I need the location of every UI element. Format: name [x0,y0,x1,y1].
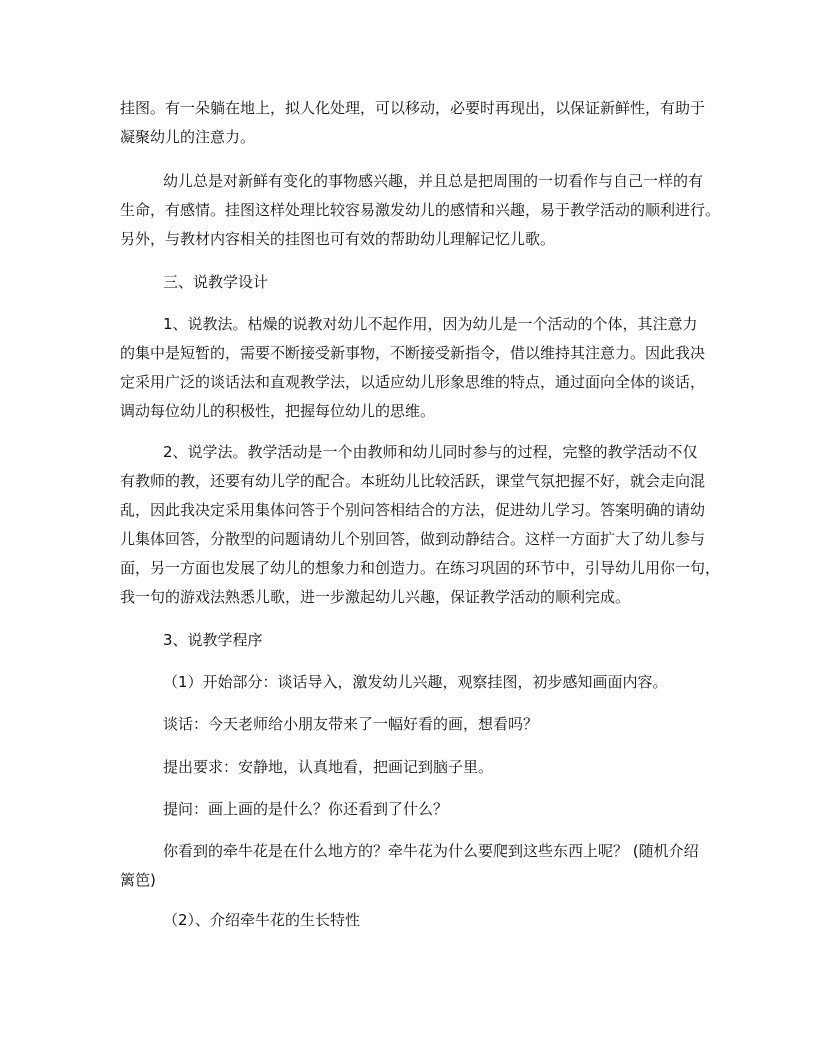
text-line: 凝聚幼儿的注意力。 [120,128,256,146]
text-line: 另外，与教材内容相关的挂图也可有效的帮助幼儿理解记忆儿歌。 [120,230,556,248]
paragraph-teaching-method [120,310,704,426]
text-line: 谈话：今天老师给小朋友带来了一幅好看的画，想看吗？ [163,715,539,733]
text-line: 篱笆) [120,871,156,889]
text-line: 乱，因此我决定采用集体问答于个别问答相结合的方法，促进幼儿学习。答案明确的请幼 [120,501,706,519]
paragraph-growth-characteristics [120,906,704,935]
text-line: 定采用广泛的谈话法和直观教学法，以适应幼儿形象思维的特点，通过面向全体的谈话， [120,373,706,391]
text-line: 提出要求：安静地，认真地看，把画记到脑子里。 [163,758,494,776]
text-line: 的集中是短暂的，需要不断接受新事物，不断接受新指令，借以维持其注意力。因此我决 [120,344,706,362]
text-line: （1）开始部分：谈话导入，激发幼儿兴趣，观察挂图，初步感知画面内容。 [163,673,668,691]
paragraph-opening-part [120,668,704,697]
text-line: 儿集体回答，分散型的问题请幼儿个别回答，做到动静结合。这样一方面扩大了幼儿参与 [120,530,706,548]
paragraph-children-interest [120,167,721,254]
text-line: 幼儿总是对新鲜有变化的事物感兴趣，并且总是把周围的一切看作与自己一样的有 [163,172,704,190]
paragraph-learning-method [120,438,721,612]
text-line: 有教师的教，还要有幼儿学的配合。本班幼儿比较活跃，课堂气氛把握不好，就会走向混 [120,472,706,490]
text-line: 你看到的牵牛花是在什么地方的？牵牛花为什么要爬到这些东西上呢？ (随机介绍 [163,842,699,860]
text-line: （2）、介绍牵牛花的生长特性 [163,911,361,929]
text-line: 调动每位幼儿的积极性，把握每位幼儿的思维。 [120,402,436,420]
paragraph-question [120,795,704,824]
paragraph-conversation [120,710,704,739]
text-line: 我一句的游戏法熟悉儿歌，进一步激起幼儿兴趣，保证教学活动的顺利完成。 [120,588,631,606]
text-line: 三、说教学设计 [163,273,269,291]
paragraph-morning-glory-question [120,837,704,895]
text-line: 面，另一方面也发展了幼儿的想象力和创造力。在练习巩固的环节中，引导幼儿用你一句， [120,559,721,577]
section-heading-teaching-design [120,268,704,297]
text-line: 1、说教法。枯燥的说教对幼儿不起作用，因为幼儿是一个活动的个体，其注意力 [163,315,698,333]
text-line: 挂图。有一朵躺在地上，拟人化处理，可以移动，必要时再现出，以保证新鲜性，有助于 [120,99,706,117]
text-line: 生命，有感情。挂图这样处理比较容易激发幼儿的感情和兴趣，易于教学活动的顺利进行。 [120,201,721,219]
text-line: 提问：画上画的是什么？你还看到了什么？ [163,800,449,818]
text-line: 2、说学法。教学活动是一个由教师和幼儿同时参与的过程，完整的教学活动不仅 [163,443,698,461]
section-heading-teaching-procedure [120,626,704,655]
paragraph-requirement [120,753,704,782]
text-line: 3、说教学程序 [163,631,263,649]
paragraph-wall-chart [120,94,704,152]
